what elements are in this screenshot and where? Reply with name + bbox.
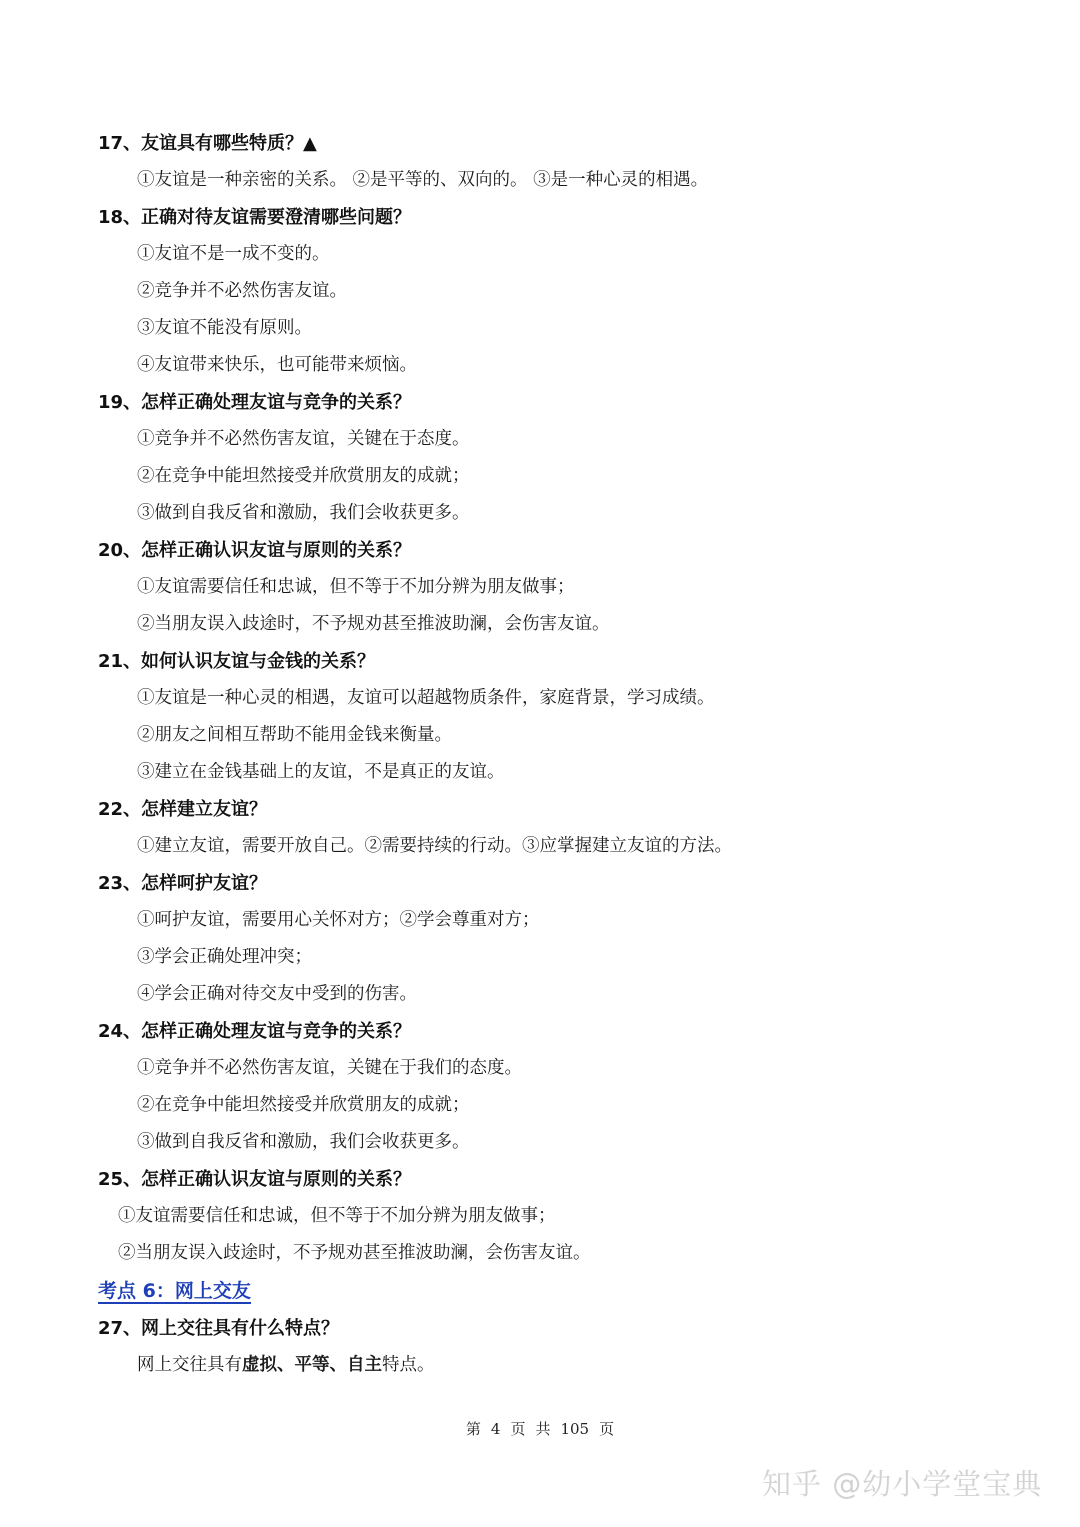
keyword-separator-2: 、 [329, 1355, 347, 1375]
question-27-heading: 27、网上交往具有什么特点？ [98, 1318, 340, 1339]
question-17-heading: 17、友谊具有哪些特质？▲ [98, 133, 317, 154]
question-25-answer-2: ②当朋友误入歧途时，不予规劝甚至推波助澜，会伤害友谊。 [118, 1243, 591, 1263]
question-22-heading: 22、怎样建立友谊？ [98, 799, 268, 820]
question-24-heading: 24、怎样正确处理友谊与竞争的关系？ [98, 1021, 412, 1042]
question-18-answer-4: ④友谊带来快乐，也可能带来烦恼。 [137, 355, 417, 375]
question-25-answer-1: ①友谊需要信任和忠诚，但不等于不加分辨为朋友做事； [118, 1206, 556, 1226]
footer-total-word: 共 [535, 1420, 551, 1438]
question-21-answer-1: ①友谊是一种心灵的相遇，友谊可以超越物质条件，家庭背景，学习成绩。 [137, 688, 715, 708]
question-18-answer-2: ②竞争并不必然伤害友谊。 [137, 281, 347, 301]
question-21-answer-3: ③建立在金钱基础上的友谊，不是真正的友谊。 [137, 762, 505, 782]
answer-prefix: 网上交往具有 [137, 1355, 242, 1375]
page-footer [0, 1418, 1080, 1439]
question-22-answer-1: ①建立友谊，需要开放自己。②需要持续的行动。③应掌握建立友谊的方法。 [137, 836, 732, 856]
total-page-count: 105 [560, 1420, 590, 1438]
question-20-answer-1: ①友谊需要信任和忠诚，但不等于不加分辨为朋友做事； [137, 577, 575, 597]
question-21-heading: 21、如何认识友谊与金钱的关系？ [98, 651, 376, 672]
section-heading: 考点 6：网上交友 [98, 1280, 251, 1302]
question-23-answer-3: ④学会正确对待交友中受到的伤害。 [137, 984, 417, 1004]
question-17-answer-1: ①友谊是一种亲密的关系。 ②是平等的、双向的。 ③是一种心灵的相遇。 [137, 170, 709, 190]
footer-page-word: 页 [510, 1420, 526, 1438]
question-18-heading: 18、正确对待友谊需要澄清哪些问题？ [98, 207, 412, 228]
question-25-heading: 25、怎样正确认识友谊与原则的关系？ [98, 1169, 412, 1190]
question-23-heading: 23、怎样呵护友谊？ [98, 873, 268, 894]
footer-suffix: 页 [599, 1420, 615, 1438]
keyword-autonomous: 自主 [347, 1355, 382, 1375]
question-24-answer-3: ③做到自我反省和激励，我们会收获更多。 [137, 1132, 470, 1152]
question-23-answer-1: ①呵护友谊，需要用心关怀对方；②学会尊重对方； [137, 910, 540, 930]
current-page-number: 4 [490, 1420, 501, 1438]
keyword-equal: 平等 [294, 1355, 330, 1375]
question-19-answer-3: ③做到自我反省和激励，我们会收获更多。 [137, 503, 470, 523]
question-18-answer-3: ③友谊不能没有原则。 [137, 318, 312, 338]
question-19-heading: 19、怎样正确处理友谊与竞争的关系？ [98, 392, 412, 413]
keyword-virtual: 虚拟 [242, 1355, 277, 1375]
question-24-answer-1: ①竞争并不必然伤害友谊，关键在于我们的态度。 [137, 1058, 522, 1078]
question-24-answer-2: ②在竞争中能坦然接受并欣赏朋友的成就； [137, 1095, 470, 1115]
question-20-heading: 20、怎样正确认识友谊与原则的关系？ [98, 540, 412, 561]
question-19-answer-2: ②在竞争中能坦然接受并欣赏朋友的成就； [137, 466, 470, 486]
question-18-answer-1: ①友谊不是一成不变的。 [137, 244, 330, 264]
zhihu-watermark: 知乎 @幼小学堂宝典 [762, 1467, 1043, 1501]
question-27-answer [137, 1357, 435, 1375]
question-20-answer-2: ②当朋友误入歧途时，不予规劝甚至推波助澜，会伤害友谊。 [137, 614, 610, 634]
keyword-separator-1: 、 [277, 1355, 295, 1375]
question-23-answer-2: ③学会正确处理冲突； [137, 947, 312, 967]
question-21-answer-2: ②朋友之间相互帮助不能用金钱来衡量。 [137, 725, 452, 745]
question-19-answer-1: ①竞争并不必然伤害友谊，关键在于态度。 [137, 429, 470, 449]
footer-prefix: 第 [465, 1420, 481, 1438]
answer-suffix: 特点。 [382, 1355, 435, 1375]
